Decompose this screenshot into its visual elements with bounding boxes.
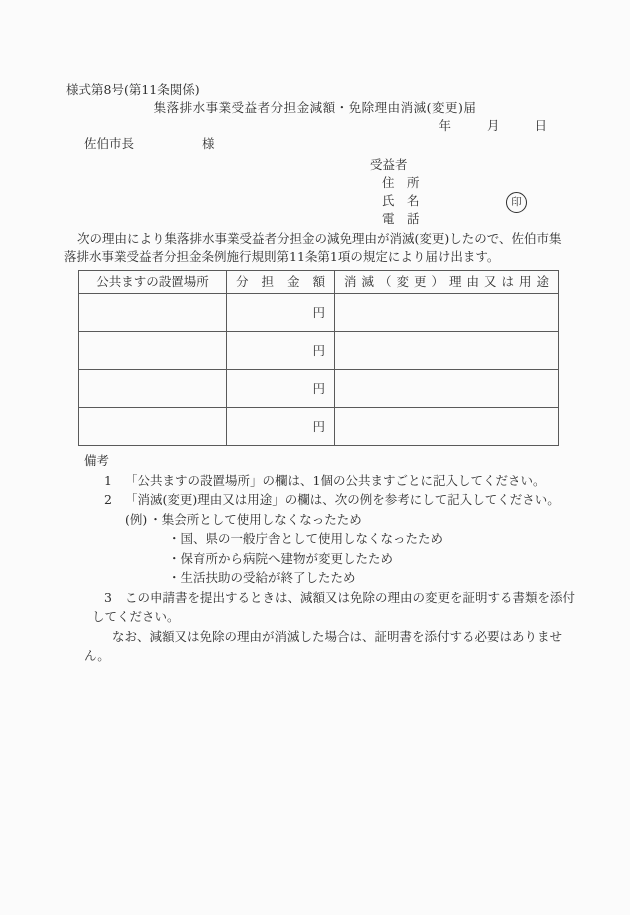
seal-text: 印 [511,196,522,209]
note-item-3-continuation-1: してください。 [92,609,180,624]
table-cell-place [79,408,227,446]
addressee-honorific: 様 [202,136,215,151]
table-row [79,408,559,446]
table-row [79,370,559,408]
document-title: 集落排水事業受益者分担金減額・免除理由消滅(変更)届 [153,100,477,115]
note-item-3-continuation-2: なお、減額又は免除の理由が消滅した場合は、証明書を添付する必要はありませ [112,628,563,644]
table-cell-amount: 円 [227,294,335,332]
note-item-3 [84,588,630,608]
table-cell-amount: 円 [227,332,335,370]
note-item-1-text: 「公共ますの設置場所」の欄は、1個の公共ますごとに記入してください。 [125,472,546,488]
beneficiary-phone-field [382,210,630,228]
contribution-table [78,270,559,446]
address-label: 住 所 [382,175,420,190]
note-item-2-number: 2 [104,492,112,507]
addressee-line [84,135,630,153]
body-line-1: 次の理由により集落排水事業受益者分担金の減免理由が消滅(変更)したので、佐伯市集 [77,231,562,246]
table-header-row [79,271,559,294]
note-example-line-4: ・生活扶助の受給が終了したため [168,570,356,585]
table-cell-reason [335,294,559,332]
note-item-3-number: 3 [104,589,112,605]
body-paragraph [64,230,630,265]
name-label: 氏 名 [382,193,420,208]
table-cell-reason [335,370,559,408]
note-example-line-3: ・保育所から病院へ建物が変更したため [168,550,394,566]
table-row [79,332,559,370]
notes-section [84,451,630,666]
date-line [0,117,630,135]
note-item-3-continuation-3: ん。 [84,648,110,663]
date-month-label: 月 [486,118,500,133]
beneficiary-heading: 受益者 [370,157,408,172]
example-1-text: ・集会所として使用しなくなったため [149,511,362,527]
header-amount: 分 担 金 額 [227,271,335,294]
note-item-3-text: この申請書を提出するときは、減額又は免除の理由の変更を証明する書類を添付 [125,589,576,605]
phone-label: 電 話 [382,211,420,226]
note-example-line-1 [84,510,630,530]
table-row [79,294,559,332]
note-example-line-2: ・国、県の一般庁舎として使用しなくなったため [168,531,444,546]
table-cell-place [79,370,227,408]
table-cell-reason [335,332,559,370]
beneficiary-name-field [382,192,630,210]
beneficiary-address-field [382,174,630,192]
body-line-2: 落排水事業受益者分担金条例施行規則第11条第1項の規定により届け出ます。 [64,248,500,264]
date-year-label: 年 [438,118,451,133]
note-item-1-number: 1 [104,472,112,488]
note-item-2 [84,490,630,510]
table-cell-place [79,294,227,332]
example-label: (例) [125,511,148,527]
note-item-1 [84,471,630,491]
date-day-label: 日 [534,118,547,133]
note-item-2-text: 「消滅(変更)理由又は用途」の欄は、次の例を参考にして記入してください。 [125,492,560,507]
header-place: 公共ますの設置場所 [79,271,227,294]
table-cell-amount: 円 [227,370,335,408]
addressee-name: 佐伯市長 [84,136,135,151]
header-reason: 消 滅 （ 変 更 ） 理 由 又 は 用 途 [335,271,559,294]
table-cell-amount: 円 [227,408,335,446]
notes-heading: 備考 [84,453,110,468]
table-cell-place [79,332,227,370]
table-cell-reason [335,408,559,446]
form-number: 様式第8号(第11条関係) [66,82,200,97]
